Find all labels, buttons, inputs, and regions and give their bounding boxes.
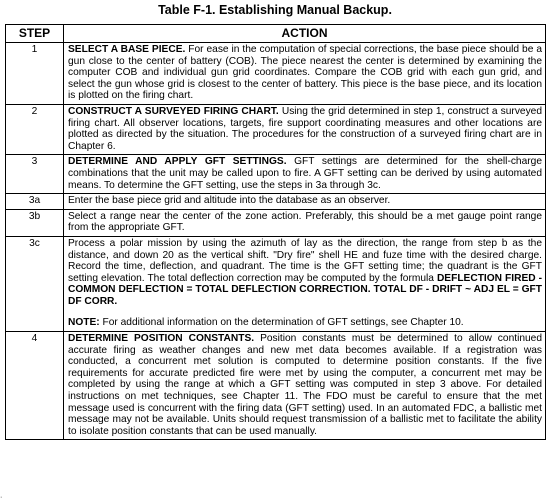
step-number: 3a <box>6 194 64 210</box>
step-number: 4 <box>6 332 64 440</box>
action-text: Position constants must be determined to allow continued accurate firing as weather changes and new met data becomes available. If a registration was conducted, a concurrent met solution is computed to determine position constants. If the five requirements for accurate predicted fire were met by using the computer, a concurrent met may be completed by using the range at which a GFT setting was computed in step 3 above. For detailed instructions on met techniques, see Chapter 11. The FDO must be careful to ensure that the met message used is concurrent with the firing data (GFT setting) used. In an automated FDC, a ballistic met message may not be available. Units should request transmission of a ballistic met to facilitate the ability to isolate position constants that can be used manually. <box>68 333 542 437</box>
action-heading: DETERMINE AND APPLY GFT SETTINGS. <box>68 156 287 168</box>
action-heading: DETERMINE POSITION CONSTANTS. <box>68 333 255 345</box>
action-text: Select a range near the center of the zone action. Preferably, this should be a met gauge point range from the appropriate GFT. <box>68 210 542 234</box>
step-number: 3 <box>6 155 64 194</box>
action-text: Enter the base piece grid and altitude into the database as an observer. <box>68 195 391 207</box>
step-column-header: STEP <box>6 25 64 43</box>
corner-mark: · <box>0 494 3 501</box>
action-cell <box>64 236 546 331</box>
action-heading: SELECT A BASE PIECE. <box>68 44 186 55</box>
action-text: Using the grid determined in step 1, construct a surveyed firing chart. All observer locations, targets, fire support coordinating measures and other locations are plotted as directed by the situation. The procedures for the construction of a surveyed firing chart are in Chapter 6. <box>68 105 543 152</box>
note-text: For additional information on the determination of GFT settings, see Chapter 10. <box>99 317 464 329</box>
step-number: 3c <box>6 236 64 331</box>
note <box>68 317 542 329</box>
note-label: NOTE: <box>68 317 100 329</box>
table-row <box>6 155 546 194</box>
action-cell <box>64 155 546 194</box>
table-row <box>6 194 546 210</box>
table-row <box>6 104 546 154</box>
deflection-formula: DEFLECTION FIRED - COMMON DEFLECTION = TOTAL DEFLECTION CORRECTION. TOTAL DF - DRIFT ~ ADJ EL = GFT DF CORR. <box>68 272 542 307</box>
action-heading: CONSTRUCT A SURVEYED FIRING CHART. <box>68 105 279 117</box>
action-cell <box>64 104 546 154</box>
action-cell <box>64 332 546 440</box>
action-cell <box>64 209 546 236</box>
action-cell <box>64 43 546 105</box>
table-row <box>6 43 546 105</box>
action-text: For ease in the computation of special corrections, the base piece should be a gun close to the center of battery (COB). The piece nearest the center is determined by examining the computer COB and individual gun grid coordinates. Compare the COB grid with each gun grid, and select the gun whose grid is closest to the center of battery. This piece is the base piece, and its location is plotted on the firing chart. <box>68 44 542 102</box>
table-header-row <box>6 25 546 43</box>
table-title: Table F-1. Establishing Manual Backup. <box>158 3 392 17</box>
table-row <box>6 236 546 331</box>
action-text: Process a polar mission by using the azimuth of lay as the direction, the range from step b as the distance, and down 20 as the vertical shift. "Dry fire" shell HE and fuze time with the desired charge. Record the time, deflection, and quadrant. The time is the GFT setting time; the quadrant is the GFT setting elevation. The total deflection correction may be computed by the formula <box>68 237 542 284</box>
step-number: 2 <box>6 104 64 154</box>
table-row <box>6 332 546 440</box>
manual-backup-table <box>5 24 546 440</box>
step-number: 1 <box>6 43 64 105</box>
action-column-header: ACTION <box>64 25 546 43</box>
action-cell <box>64 194 546 210</box>
step-number: 3b <box>6 209 64 236</box>
action-text: GFT settings are determined for the shell-charge combinations that the unit may be called upon to fire. A GFT setting can be derived by using automated means. To determine the GFT setting, use the steps in 3a through 3c. <box>68 156 542 191</box>
table-row <box>6 209 546 236</box>
